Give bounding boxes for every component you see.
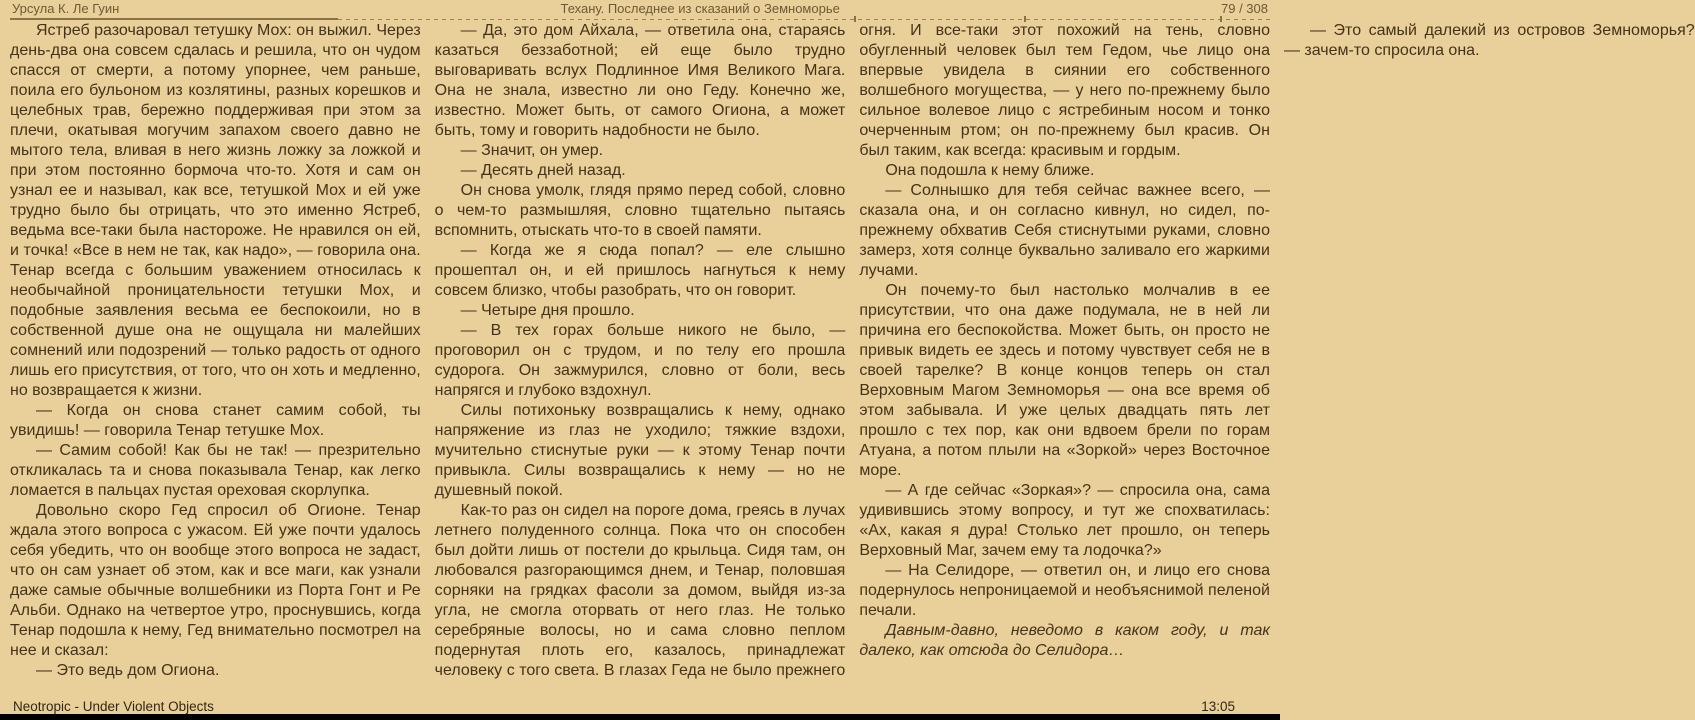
paragraph: — Когда же я сюда попал? — еле слышно прошептал он, и ей пришлось нагнуться к нему совсем близко, чтобы разобрать, что он говорит. [434, 242, 846, 299]
paragraph: — Солнышко для тебя сейчас важнее всего, — сказала она, и он согласно кивнул, но сидел, по-прежнему обхватив Себя стиснутыми руками, словно замерз, хотя солнце буквально заливало его жаркими лучами. [859, 182, 1270, 279]
paragraph: — Самим собой! Как бы не так! — презрительно откликалась та и снова показывала Тенар, как легко ломается в пальцах пустая ореховая скорлупка. [10, 442, 421, 499]
clock: 13:05 [1201, 699, 1235, 714]
paragraph: Давным-давно, неведомо в каком году, и так далеко, как отсюда до Селидора… [859, 622, 1270, 659]
bottom-edge-bar [0, 714, 1280, 720]
paragraph: — На Селидоре, — ответил он, и лицо его снова подернулось непроницаемой и необъяснимой пеленой печали. [859, 562, 1270, 619]
paragraph: — В тех горах больше никого не было, — проговорил он с трудом, и по телу его прошла судорога. Он зажмурился, словно от боли, весь напрягся и глубоко вздохнул. [434, 322, 846, 399]
paragraph: Силы потихоньку возвращались к нему, однако напряжение из глаз не уходило; тяжкие вздохи, мучительно стиснутые руки — к этому Тенар почти привыкла. Силы возвращались к нему — но не душевный покой. [434, 402, 846, 499]
reading-area[interactable] [10, 21, 1695, 699]
paragraph: — Десять дней назад. [460, 162, 626, 179]
paragraph: — Это самый далекий из островов Земноморья? — зачем-то спросила она. [1283, 22, 1695, 59]
paragraph: — Когда он снова станет самим собой, ты увидишь! — говорила Тенар тетушке Мох. [10, 402, 421, 439]
paragraph: — Это ведь дом Огиона. [36, 662, 220, 679]
paragraph: — Да, это дом Айхала, — ответила она, стараясь казаться беззаботной; ей еще было трудно выговаривать вслух Подлинное Имя Великого Мага. Она не знала, известно ли оно Геду. Конечно же, известно. Может быть, от самого Огиона, а может быть, тому и говорить надобности не было. [434, 22, 846, 139]
status-bar [0, 698, 1280, 714]
paragraph: — Значит, он умер. [460, 142, 604, 159]
paragraph: Довольно скоро Гед спросил об Огионе. Тенар ждала этого вопроса с ужасом. Ей уже почти удалось себя убедить, что он вообще этого вопроса не задаст, что он сам узнает об этом, как и все маги, как узнали даже самые обычные волшебники из Порта Гонт и Ре Альби. Однако на четвертое утро, проснувшись, когда Тенар подошла к нему, Гед внимательно посмотрел на нее и сказал: [10, 502, 421, 659]
page-indicator: 79 / 308 [1221, 1, 1268, 16]
now-playing-track: Neotropic - Under Violent Objects [13, 699, 214, 714]
progress-fill [10, 18, 338, 20]
paragraph: Он почему-то был настолько молчалив в ее присутствии, что она даже подумала, не в ней ли причина его беспокойства. Может быть, он просто не привык видеть ее здесь и потому чувствует себя не в своей тарелке? В конце концов теперь он стал Верховным Магом Земноморья — она все время об этом забывала. И уже целых двадцать пять лет прошло с тех пор, как они вдвоем брели по горам Атуана, а потом плыли на «Зоркой» через Восточное море. [859, 282, 1270, 479]
reader-header [0, 0, 1280, 17]
paragraph: — Четыре дня прошло. [460, 302, 635, 319]
paragraph: Она подошла к нему ближе. [885, 162, 1095, 179]
book-author: Урсула К. Ле Гуин [12, 1, 120, 16]
paragraph: — А где сейчас «Зоркая»? — спросила она, сама удивившись этому вопросу, и тут же спохватилась: «Ах, какая я дура! Столько лет прошло, он теперь Верховный Маг, зачем ему та лодочка?» [859, 482, 1270, 559]
paragraph: Он снова умолк, глядя прямо перед собой, словно о чем-то размышляя, словно тщательно пытаясь вспомнить, отыскать что-то в своей памяти. [434, 182, 846, 239]
book-title: Техану. Последнее из сказаний о Земноморье [560, 1, 840, 16]
paragraph: Ястреб разочаровал тетушку Мох: он выжил. Через день-два она совсем сдалась и решила, что он чудом спасся от смерти, а потому упорнее, чем раньше, поила его бульоном из козлятины, разных корешков и целебных трав, бережно поддерживая при этом за плечи, окатывая могучим запахом своего давно не мытого тела, вливая в него жизнь ложку за ложкой и при этом постоянно бормоча что-то. Хотя и сам он узнал ее и называл, как все, тетушкой Мох и ей уже трудно было бы отрицать, что это именно Ястреб, ведьма все-таки была настороже. Не нравился он ей, и точка! «Все в нем не так, как надо», — говорила она. Тенар всегда с большим уважением относилась к необычайной проницательности тетушки Мох, и подобные заявления весьма ее беспокоили, но в собственной душе она не ощущала ни малейших сомнений или подозрений — только радость от одного лишь его присутствия, от того, что он хоть и медленно, но возвращается к жизни. [10, 22, 421, 399]
paragraph: Как-то раз он сидел на пороге дома, греясь в лучах летнего полуденного солнца. Пока что он способен был дойти лишь от постели до крыльца. Сидя там, он любовался разгорающимся днем, и Тенар, половшая сорняки на грядках фасоли за домом, выйдя из-за угла, не смогла оторвать от него глаз. Не только серебряные волосы, но и сама словно пеплом подернутая плоть его, казалось, принадлежат человеку с того света. В глазах Геда не было прежнего огня. И все-таки этот похожий на тень, словно обугленный человек был тем Гедом, чье лицо она впервые увидела в сиянии его собственного волшебного могущества, — у него по-прежнему было сильное волевое лицо с ястребиным носом и тонко очерченным ртом; он по-прежнему был красив. Он был таким, как всегда: красивым и гордым. [434, 22, 1270, 679]
